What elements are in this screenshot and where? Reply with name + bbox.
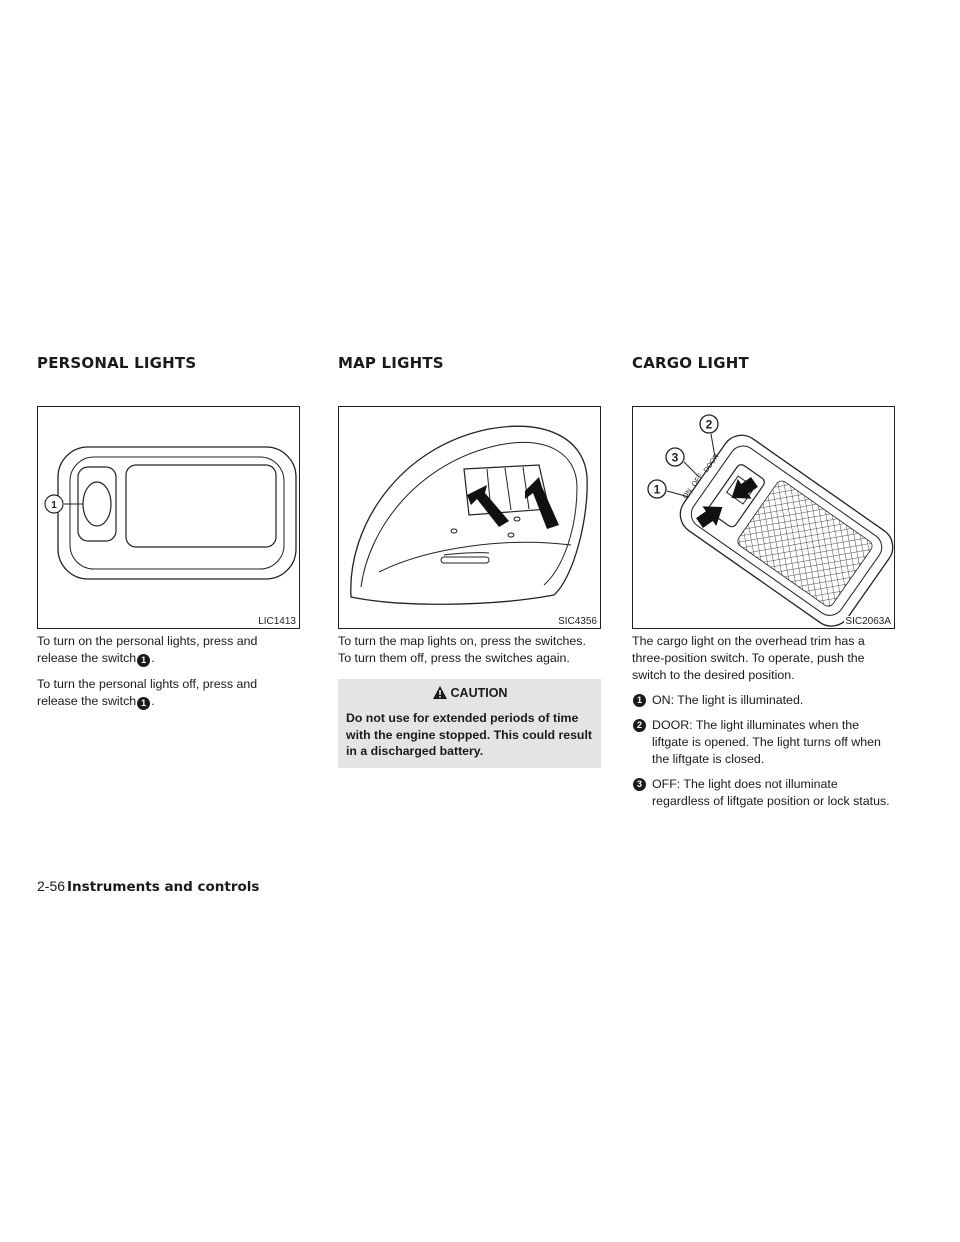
switch-label-on: ON (681, 487, 694, 501)
caution-box (338, 679, 601, 768)
callout-number: 1 (137, 654, 150, 667)
cargo-para-1: The cargo light on the overhead trim has a three-position switch. To operate, push the switch to the desired position. (632, 634, 865, 682)
figure-code: LIC1413 (258, 616, 296, 627)
figure-code: SIC4356 (558, 616, 597, 627)
map-lights-figure (338, 406, 601, 629)
switch-label-door: DOOR (702, 452, 721, 475)
switch-label-off: OFF (690, 472, 705, 489)
personal-para-1-text: To turn on the personal lights, press and release the switch (37, 634, 258, 665)
cargo-light-figure (632, 406, 895, 629)
callout-number: 3 (633, 778, 646, 791)
personal-para-2 (37, 676, 300, 710)
list-item (632, 692, 895, 709)
list-item-text: DOOR: The light illuminates when the liftgate is opened. The light turns off when the liftgate is closed. (652, 718, 881, 766)
cargo-light-heading: CARGO LIGHT (632, 354, 749, 372)
caution-label: CAUTION (450, 686, 508, 700)
cargo-light-column (632, 353, 895, 810)
page-number: 2-56 (37, 878, 66, 894)
caution-text: Do not use for extended periods of time with the engine stopped. This could result in a discharged battery. (346, 711, 592, 758)
figure-code: SIC2063A (845, 616, 891, 627)
list-item-text: OFF: The light does not illuminate regardless of liftgate position or lock status. (652, 777, 890, 808)
list-item (632, 717, 895, 768)
map-light-illustration (339, 407, 600, 628)
personal-lights-column (37, 353, 300, 710)
cargo-callout-2: 2 (705, 417, 713, 432)
personal-para-1-end: . (151, 651, 155, 665)
section-title: Instruments and controls (67, 879, 260, 895)
cargo-callout-3: 3 (671, 450, 679, 465)
map-lights-column (338, 353, 601, 768)
list-item-text: ON: The light is illuminated. (652, 693, 804, 707)
map-lights-heading: MAP LIGHTS (338, 354, 444, 372)
callout-number: 1 (633, 694, 646, 707)
map-para-1: To turn the map lights on, press the switches. To turn them off, press the switches again. (338, 634, 586, 665)
personal-lights-figure (37, 406, 300, 629)
list-item (632, 776, 895, 810)
personal-para-1 (37, 633, 300, 667)
personal-light-illustration (38, 407, 299, 628)
cargo-light-illustration (633, 407, 894, 628)
personal-para-2-text: To turn the personal lights off, press and release the switch (37, 677, 258, 708)
caution-header (346, 684, 593, 705)
personal-callout-1: 1 (51, 500, 57, 511)
personal-para-2-end: . (151, 694, 155, 708)
page-footer (37, 878, 259, 895)
warning-icon (432, 685, 448, 705)
callout-number: 1 (137, 697, 150, 710)
callout-number: 2 (633, 719, 646, 732)
cargo-callout-1: 1 (653, 482, 661, 497)
personal-lights-heading: PERSONAL LIGHTS (37, 354, 197, 372)
